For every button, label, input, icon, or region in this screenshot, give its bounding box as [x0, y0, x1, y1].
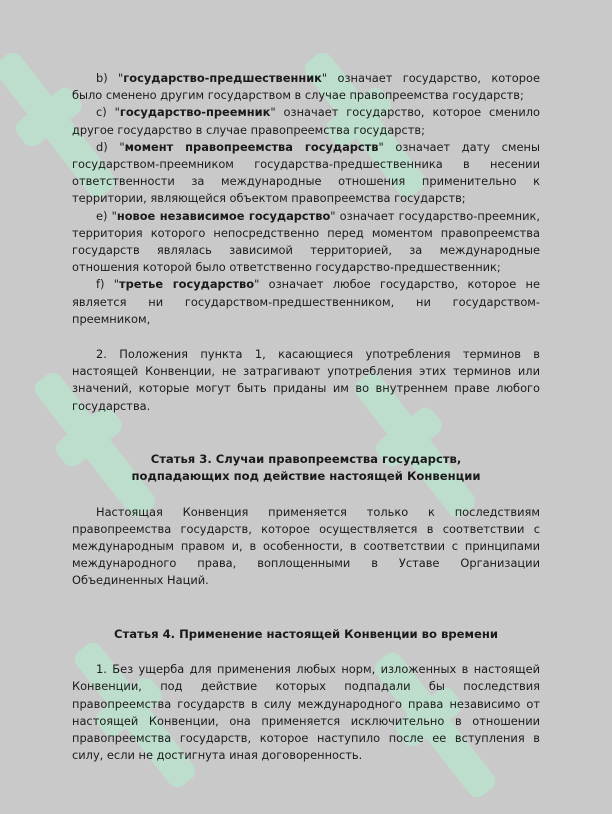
article-3-text: Настоящая Конвенция применяется только к последствиям правопреемства государств, которое осуществляется в соответствии с международным правом и, в особенности, в соответствии с принципами международного права, воплощенными в Уставе Организации Объединенных Наций. — [72, 504, 540, 588]
document-body — [72, 70, 540, 764]
definition-item-d: d) "момент правопреемства государств" означает дату смены государством-преемником государства-предшественника в несении ответственности за международные отношения применительно к территории, являющейся объектом правопреемства государств; — [72, 139, 540, 206]
definition-item-f: f) "третье государство" означает любое государство, которое не является ни государством-предшественником, ни государством-преемником, — [72, 277, 540, 326]
definition-item-e: e) "новое независимое государство" означает государство-преемник, территория которого непосредственно перед моментом правопреемства государств являлась зависимой территорией, за международные отношения которой было ответственно государство-предшественник; — [72, 208, 540, 275]
article-4-title: Статья 4. Применение настоящей Конвенции во времени — [114, 626, 498, 641]
article-3-title: Статья 3. Случаи правопреемства государств, подпадающих под действие настоящей Конвенции — [131, 451, 481, 484]
definition-item-b: b) "государство-предшественник" означает государство, которое было сменено другим государством в случае правопреемства государств; — [72, 71, 540, 103]
definition-item-c: c) "государство-преемник" означает государство, которое сменило другое государство в случае правопреемства государств; — [72, 105, 540, 137]
article-4-text: 1. Без ущерба для применения любых норм, изложенных в настоящей Конвенции, под действие которых подпадали бы последствия правопреемства государств в силу международного права независимо от настоящей Конвенции, она применяется исключительно в отношении правопреемства государств, которое наступило после ее вступления в силу, если не достигнута иная договоренность. — [72, 662, 540, 763]
paragraph-2: 2. Положения пункта 1, касающиеся употребления терминов в настоящей Конвенции, не затрагивают употребления этих терминов или значений, которые могут быть приданы им во внутреннем праве любого государства. — [72, 347, 540, 413]
